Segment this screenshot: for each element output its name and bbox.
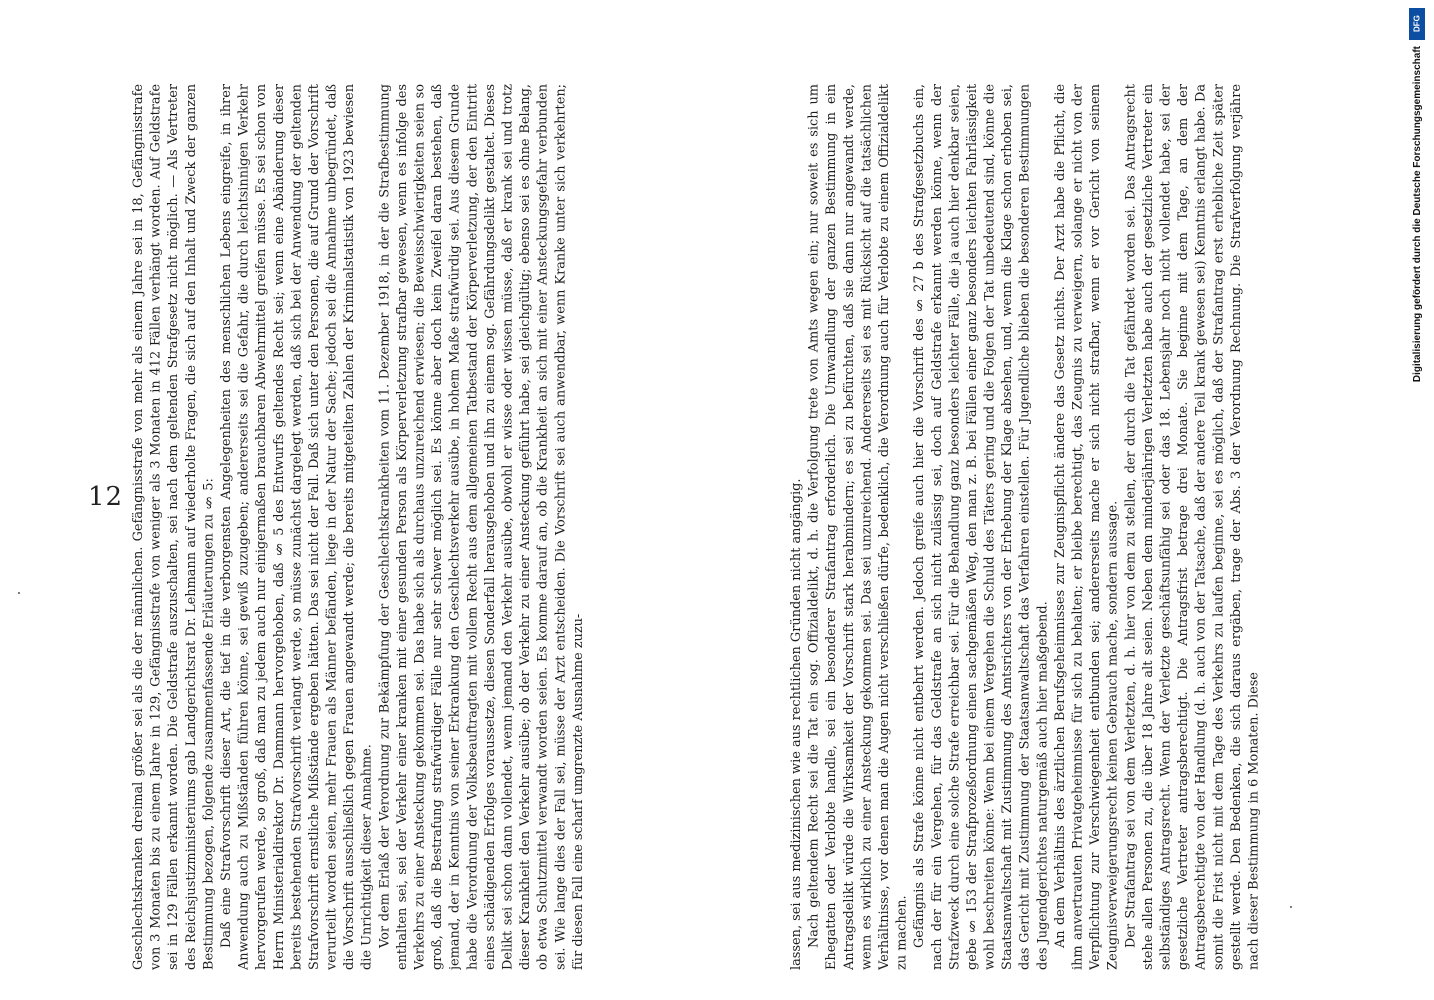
dfg-watermark bbox=[1406, 8, 1428, 382]
left-text-column bbox=[130, 84, 780, 970]
paper-speck bbox=[1290, 906, 1292, 908]
dfg-funding-note: Digitalisierung gefördert durch die Deutsche Forschungsgemeinschaft bbox=[1411, 46, 1423, 383]
left-paragraph-3: Vor dem Erlaß der Verordnung zur Bekämpfung der Geschlechtskrankheiten vom 11. Dezember 1918, in der die Strafbestimmung enthalten sei, sei der Verkehr einer kranken mit einer gesunden Person als Körperverletzung strafbar gewesen, wenn es infolge des Verkehrs zu einer Ansteckung gekommen sei. Das habe sich als durchaus unzureichend erwiesen; die Beweisschwierigkeiten seien so groß, daß die Bestrafung strafwürdiger Fälle nur sehr schwer möglich sei. Es könne aber doch kein Zweifel daran bestehen, daß jemand, der in Kenntnis von seiner Erkrankung den Geschlechtsverkehr ausübe, in hohem Maße strafwürdig sei. Aus diesem Grunde habe die Verordnung der Volksbeauftragten mit vollem Recht aus dem allgemeinen Tatbestand der Körperverletzung, der den Eintritt eines schädigenden Erfolges voraussetze, diesen Sonderfall herausgehoben und ihn zu einem sog. Gefährdungsdelikt gestaltet. Dieses Delikt sei schon dann vollendet, wenn jemand den Verkehr ausübe, obwohl er wisse oder wissen müsse, daß er krank sei und trotz dieser Krankheit den Verkehr ausübe; ob der Verkehr zu einer Ansteckung geführt habe, sei gleichgültig; ebenso sei es ohne Belang, ob etwa Schutzmittel verwandt worden seien. Es komme darauf an, ob die Krankheit an sich mit einer Ansteckungsgefahr verbunden sei. Wie lange dies der Fall sei, müsse der Arzt entscheiden. Die Vorschrift sei auch anwendbar, wenn Kranke unter sich verkehrten; für diesen Fall eine scharf umgrenzte Ausnahme zuzu- bbox=[377, 84, 586, 970]
right-text-column bbox=[788, 84, 1300, 970]
left-paragraph-1: Geschlechtskranken dreimal größer sei als die der männlichen. Gefängnisstrafe von mehr als einem Jahre sei in 18, Gefängnisstrafe von 3 Monaten bis zu einem Jahre in 129, Gefängnisstrafe von weniger als 3 Monaten in 412 Fällen verhängt worden. Auf Geldstrafe sei in 129 Fällen erkannt worden. Die Geldstrafe auszuschalten, sei nach dem geltenden Strafgesetz nicht möglich. — Als Vertreter des Reichsjustizministeriums gab Landgerichtsrat Dr. Lehmann auf wiederholte Fragen, die sich auf den Inhalt und Zweck der ganzen Bestimmung bezogen, folgende zusammenfassende Erläuterungen zu § 5: bbox=[131, 84, 217, 970]
paper-speck bbox=[18, 592, 20, 594]
page-number: 12 bbox=[88, 482, 124, 512]
right-paragraph-4: An dem Verhältnis des ärztlichen Berufsgeheimnisses zur Zeugnispflicht ändere das Gesetz nichts. Der Arzt habe die Pflicht, die ihm anvertrauten Privatgeheimnisse für sich zu behalten; er bleibe berechtigt, das Zeugnis zu verweigern, solange er nicht von der Verpflichtung zur Verschwiegenheit entbunden sei; andererseits mache er sich nicht strafbar, wenn er vor Gericht von seinem Zeugnisverweigerungsrecht keinen Gebrauch mache, sondern aussage. bbox=[1052, 84, 1121, 970]
right-paragraph-3: Gefängnis als Strafe könne nicht entbehrt werden. Jedoch greife auch hier die Vorschrift des § 27 b des Strafgesetzbuchs ein, nach der für ein Vergehen, für das Geldstrafe an sich nicht zulässig sei, doch auf Geldstrafe erkannt werden könne, wenn der Strafzweck durch eine solche Strafe erreichbar sei. Für die Behandlung ganz besonders leichter Fälle, die ja auch hier denkbar seien, gebe § 153 der Strafprozeßordnung einen sachgemäßen Weg, den man z. B. bei Fällen einer ganz besonders leichten Fahrlässigkeit wohl beschreiten könne: Wenn bei einem Vergehen die Schuld des Täters gering und die Folgen der Tat unbedeutend sind, könne die Staatsanwaltschaft mit Zustimmung des Amtsrichters von der Erhebung der Klage absehen, und, wenn die Klage schon erhoben sei, das Gericht mit Zustimmung der Staatsanwaltschaft das Verfahren einstellen. Für Jugendliche blieben die besonderen Bestimmungen des Jugendgerichtes naturgemäß auch hier maßgebend. bbox=[912, 84, 1051, 970]
right-paragraph-5: Der Strafantrag sei von dem Verletzten, d. h. hier von dem zu stellen, der durch die Tat gefährdet worden sei. Das Antragsrecht stehe allen Personen zu, die über 18 Jahre alt seien. Neben dem minderjährigen Verletzten habe auch der gesetzliche Vertreter ein selbständiges Antragsrecht. Wenn der Verletzte geschäftsunfähig sei oder das 18. Lebensjahr noch nicht vollendet habe, sei der gesetzliche Vertreter antragsberechtigt. Die Antragsfrist betrage drei Monate. Sie beginne mit dem Tage, an dem der Antragsberechtigte von der Handlung (d. h. auch von der Tatsache, daß der andere Teil krank gewesen sei) Kenntnis erlangt habe. Da somit die Frist nicht mit dem Tage des Verkehrs zu laufen beginne, sei es möglich, daß der Strafantrag erst erhebliche Zeit später gestellt werde. Den Bedenken, die sich daraus ergäben, trage der Abs. 3 der Verordnung Rechnung. Die Strafverfolgung verjähre nach dieser Bestimmung in 6 Monaten. Diese bbox=[1123, 84, 1262, 970]
dfg-logo: DFG bbox=[1409, 8, 1425, 40]
right-paragraph-2: Nach geltendem Recht sei die Tat ein sog. Offizialdelikt, d. h. die Verfolgung trete von Amts wegen ein; nur soweit es sich um Ehegatten oder Verlobte handle, sei ein besonderer Strafantrag erforderlich. Die Umwandlung der ganzen Bestimmung in ein Antragsdelikt würde die Wirksamkeit der Vorschrift stark herabmindern; es sei zu befürchten, daß sie dann nur angewandt werde, wenn es wirklich zu einer Ansteckung gekommen sei. Das sei unzureichend. Andererseits sei es mit Rücksicht auf die tatsächlichen Verhältnisse, vor denen man die Augen nicht verschließen dürfe, bedenklich, die Verordnung auch für Verlobte zu einem Offizialdelikt zu machen. bbox=[806, 84, 910, 970]
left-paragraph-2: Daß eine Strafvorschrift dieser Art, die tief in die verborgensten Angelegenheiten des menschlichen Lebens eingreife, in ihrer Anwendung auch zu Mißständen führen könne, sei gewiß zuzugeben; andererseits sei die Gefahr, die durch leichtsinnigen Verkehr hervorgerufen werde, so groß, daß man zu jedem auch nur einigermaßen brauchbaren Abwehrmittel greifen müsse. Es sei schon von Herrn Ministerialdirektor Dr. Dammann hervorgehoben, daß § 5 des Entwurfs geltendes Recht sei; wenn eine Abänderung dieser bereits bestehenden Strafvorschrift verlangt werde, so müsse zunächst dargelegt werden, daß sich bei der Anwendung der geltenden Strafvorschrift ernstliche Mißstände ergeben hätten. Das sei nicht der Fall. Daß sich unter den Personen, die auf Grund der Vorschrift verurteilt worden seien, mehr Frauen als Männer befänden, liege in der Natur der Sache; jedoch sei die Annahme unbegründet, daß die Vorschrift ausschließlich gegen Frauen angewandt werde; die bereits mitgeteilten Zahlen der Kriminalstatistik von 1923 bewiesen die Unrichtigkeit dieser Annahme. bbox=[218, 84, 375, 970]
right-paragraph-1: lassen, sei aus medizinischen wie aus rechtlichen Gründen nicht angängig. bbox=[789, 478, 804, 970]
